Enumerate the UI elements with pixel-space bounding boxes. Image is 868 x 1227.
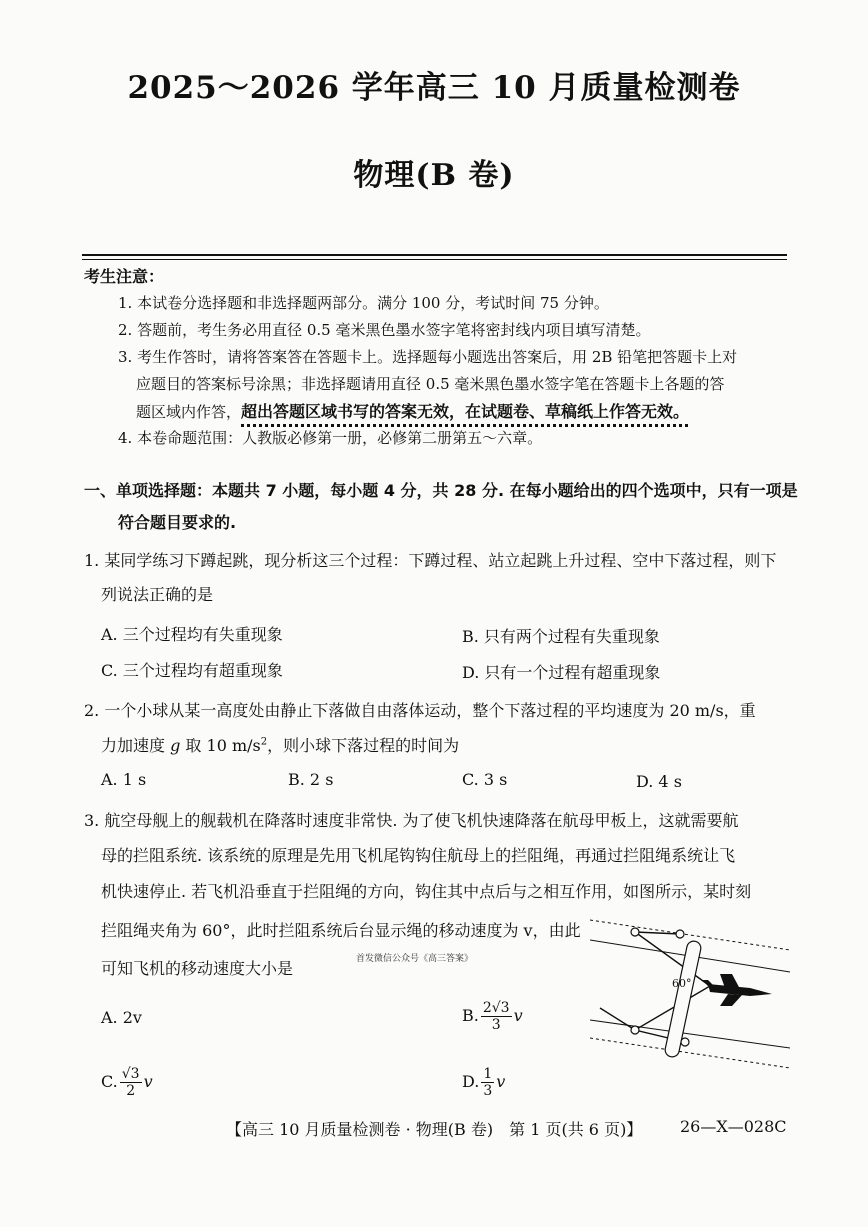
question-3-option-c [101, 1066, 153, 1099]
question-2-text: 取 10 m/s [180, 736, 261, 755]
option-label: B. [462, 1006, 479, 1025]
fraction-denominator: 3 [491, 1017, 501, 1033]
question-3-stem-cont: 可知飞机的移动速度大小是 [101, 959, 294, 978]
divider-thin [82, 259, 787, 260]
notice-item: 应题目的答案标号涂黑；非选择题请用直径 0.5 毫米黑色墨水签字笔在答题卡上各题的答 [136, 375, 725, 393]
page-footer: 【高三 10 月质量检测卷 · 物理(B 卷) 第 1 页(共 6 页)】 [226, 1120, 643, 1139]
fraction-numerator: 1 [483, 1066, 493, 1082]
section-heading-cont: 符合题目要求的. [118, 513, 237, 532]
airplane-icon [702, 974, 772, 1006]
notice-item: 题区域内作答， [136, 403, 242, 421]
option-label: C. [101, 1072, 118, 1091]
notice-emphasis: 超出答题区域书写的答案无效，在试题卷、草稿纸上作答无效。 [241, 402, 690, 421]
question-1-option-a: A. 三个过程均有失重现象 [101, 625, 283, 644]
question-2-text: 力加速度 [101, 736, 171, 755]
pulley-post [631, 928, 702, 1058]
question-3-option-a: A. 2v [101, 1008, 142, 1027]
symbol-v: v [143, 1072, 153, 1091]
question-1-stem-cont: 列说法正确的是 [101, 585, 214, 604]
fraction [120, 1066, 142, 1099]
question-2-stem-cont [101, 733, 459, 756]
fraction-denominator: 3 [483, 1083, 493, 1099]
fraction [481, 1000, 512, 1033]
divider-thick [82, 254, 787, 256]
superscript: 2 [260, 736, 268, 748]
notice-heading: 考生注意： [84, 267, 165, 286]
question-1-option-d: D. 只有一个过程有超重现象 [462, 663, 661, 682]
question-2-option-c: C. 3 s [462, 770, 508, 789]
notice-item: 4. 本卷命题范围：人教版必修第一册，必修第二册第五～六章。 [118, 429, 543, 447]
fraction-numerator: 2√3 [482, 1000, 510, 1016]
question-3-stem-cont: 母的拦阻系统. 该系统的原理是先用飞机尾钩钩住航母上的拦阻绳，再通过拦阻绳系统让飞 [101, 846, 736, 865]
section-heading: 一、单项选择题：本题共 7 小题，每小题 4 分，共 28 分. 在每小题给出的四个选项中，只有一项是 [84, 481, 798, 500]
question-3-stem-cont: 机快速停止. 若飞机沿垂直于拦阻绳的方向，钩住其中点后与之相互作用，如图所示，某时刻 [101, 882, 752, 901]
question-3-option-b [462, 1000, 523, 1033]
notice-item: 2. 答题前，考生务必用直径 0.5 毫米黑色墨水签字笔将密封线内项目填写清楚。 [118, 321, 651, 339]
symbol-v: v [513, 1006, 523, 1025]
symbol-g: g [170, 736, 181, 755]
arresting-gear-figure [590, 910, 790, 1070]
fraction-numerator: √3 [121, 1066, 140, 1082]
notice-item-lead [136, 398, 689, 426]
angle-label: 60° [672, 977, 692, 990]
fraction [481, 1066, 494, 1099]
question-3-option-d [462, 1066, 505, 1099]
notice-item: 3. 考生作答时，请将答案答在答题卡上。选择题每小题选出答案后，用 2B 铅笔把答题卡上对 [118, 348, 738, 366]
question-3-stem-cont: 拦阻绳夹角为 60°，此时拦阻系统后台显示绳的移动速度为 v，由此 [101, 921, 581, 940]
fraction-denominator: 2 [126, 1083, 136, 1099]
question-2-option-d: D. 4 s [636, 772, 682, 791]
question-1-option-c: C. 三个过程均有超重现象 [101, 661, 283, 680]
exam-title: 2025～2026 学年高三 10 月质量检测卷 [127, 70, 741, 106]
watermark: 首发微信公众号《高三答案》 [356, 954, 474, 964]
question-1-stem: 1. 某同学练习下蹲起跳，现分析这三个过程：下蹲过程、站立起跳上升过程、空中下落过程，则下 [84, 551, 777, 570]
question-2-text: ，则小球下落过程的时间为 [267, 736, 460, 755]
paper-code: 26—X—028C [680, 1117, 787, 1136]
question-2-option-a: A. 1 s [101, 770, 147, 789]
option-label: D. [462, 1072, 480, 1091]
question-2-stem: 2. 一个小球从某一高度处由静止下落做自由落体运动，整个下落过程的平均速度为 20 m/s，重 [84, 701, 756, 720]
question-1-option-b: B. 只有两个过程有失重现象 [462, 627, 660, 646]
symbol-v: v [496, 1072, 506, 1091]
exam-subtitle: 物理(B 卷) [353, 158, 515, 193]
question-2-option-b: B. 2 s [288, 770, 334, 789]
question-3-stem: 3. 航空母舰上的舰载机在降落时速度非常快. 为了使飞机快速降落在航母甲板上，这就需要航 [84, 811, 739, 830]
notice-item: 1. 本试卷分选择题和非选择题两部分。满分 100 分，考试时间 75 分钟。 [118, 294, 609, 312]
